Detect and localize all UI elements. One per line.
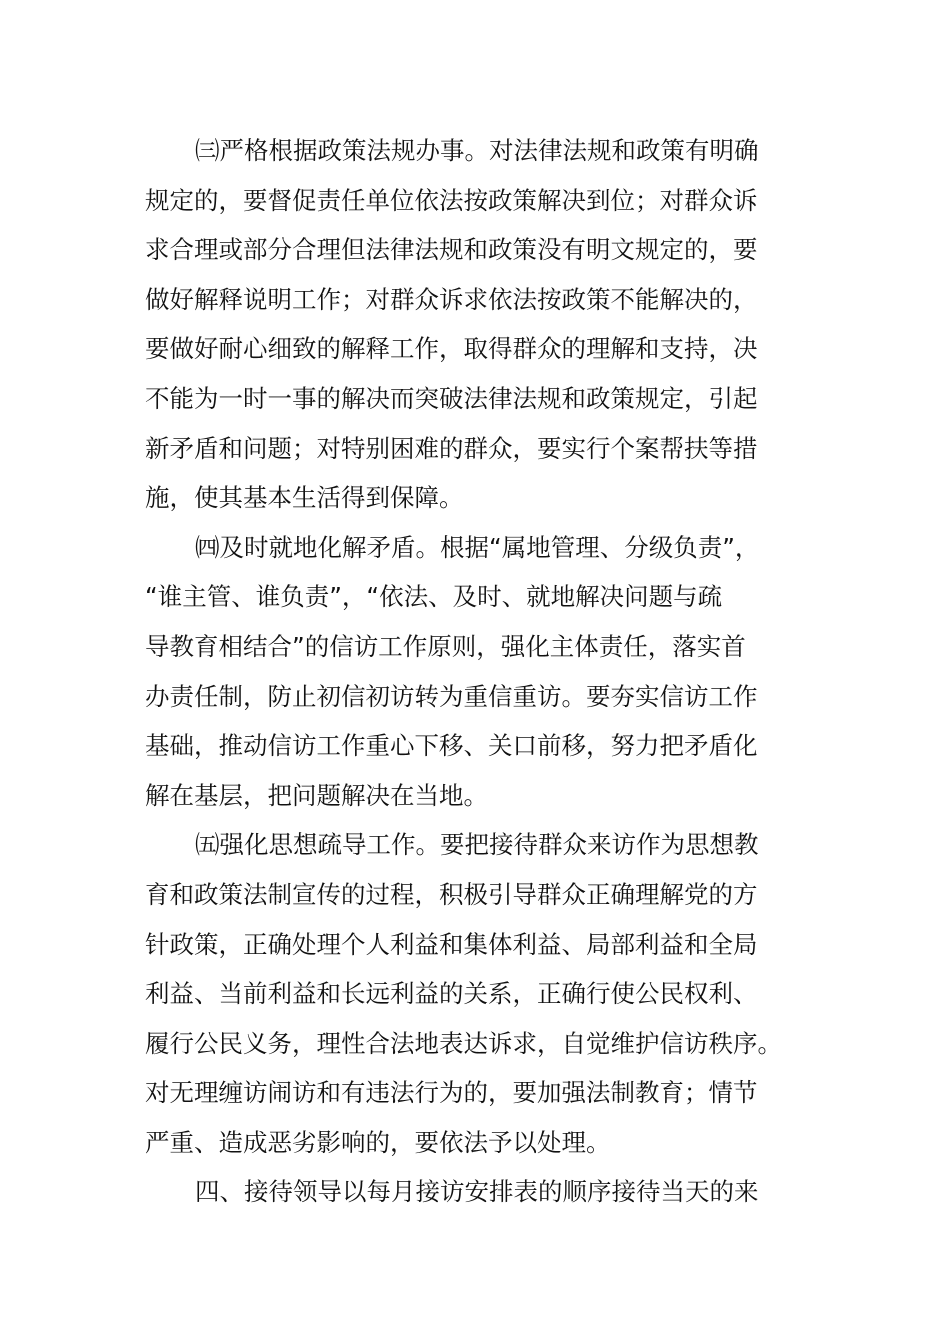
text-line: 严重、造成恶劣影响的，要依法予以处理。	[145, 1127, 611, 1157]
text-line: 履行公民义务，理性合法地表达诉求，自觉维护信访秩序。	[145, 1028, 782, 1058]
text-line: 四、接待领导以每月接访安排表的顺序接待当天的来	[195, 1177, 759, 1207]
text-line: 求合理或部分合理但法律法规和政策没有明文规定的，要	[145, 235, 758, 265]
paragraph-5	[145, 820, 805, 1167]
text-line: “谁主管、谁负责”，“依法、及时、就地解决问题与疏	[145, 582, 723, 612]
text-line: ㈤强化思想疏导工作。要把接待群众来访作为思想教	[195, 830, 759, 860]
paragraph-3	[145, 126, 805, 523]
text-line: ㈢严格根据政策法规办事。对法律法规和政策有明确	[195, 136, 759, 165]
text-line: 做好解释说明工作；对群众诉求依法按政策不能解决的，	[145, 284, 758, 314]
text-line: 解在基层，把问题解决在当地。	[145, 780, 488, 810]
text-line: 规定的，要督促责任单位依法按政策解决到位；对群众诉	[145, 185, 758, 215]
text-line: 不能为一时一事的解决而突破法律法规和政策规定，引起	[145, 383, 758, 413]
text-line: 利益、当前利益和长远利益的关系，正确行使公民权利、	[145, 979, 758, 1009]
text-line: 基础，推动信访工作重心下移、关口前移，努力把矛盾化	[145, 731, 758, 761]
text-line: 新矛盾和问题；对特别困难的群众，要实行个案帮扶等措	[145, 433, 758, 463]
body-text	[145, 126, 805, 1217]
text-line: 要做好耐心细致的解释工作，取得群众的理解和支持，决	[145, 334, 758, 364]
text-line: 对无理缠访闹访和有违法行为的，要加强法制教育；情节	[145, 1078, 758, 1108]
text-line: 导教育相结合”的信访工作原则，强化主体责任，落实首	[145, 631, 746, 661]
text-line: 针政策，正确处理个人利益和集体利益、局部利益和全局	[145, 929, 758, 959]
text-line: ㈣及时就地化解矛盾。根据“属地管理、分级负责”，	[195, 532, 760, 562]
section-heading-4	[145, 1167, 805, 1217]
text-line: 办责任制，防止初信初访转为重信重访。要夯实信访工作	[145, 681, 758, 711]
text-line: 施，使其基本生活得到保障。	[145, 483, 464, 513]
text-line: 育和政策法制宣传的过程，积极引导群众正确理解党的方	[145, 879, 758, 909]
paragraph-4	[145, 523, 805, 821]
